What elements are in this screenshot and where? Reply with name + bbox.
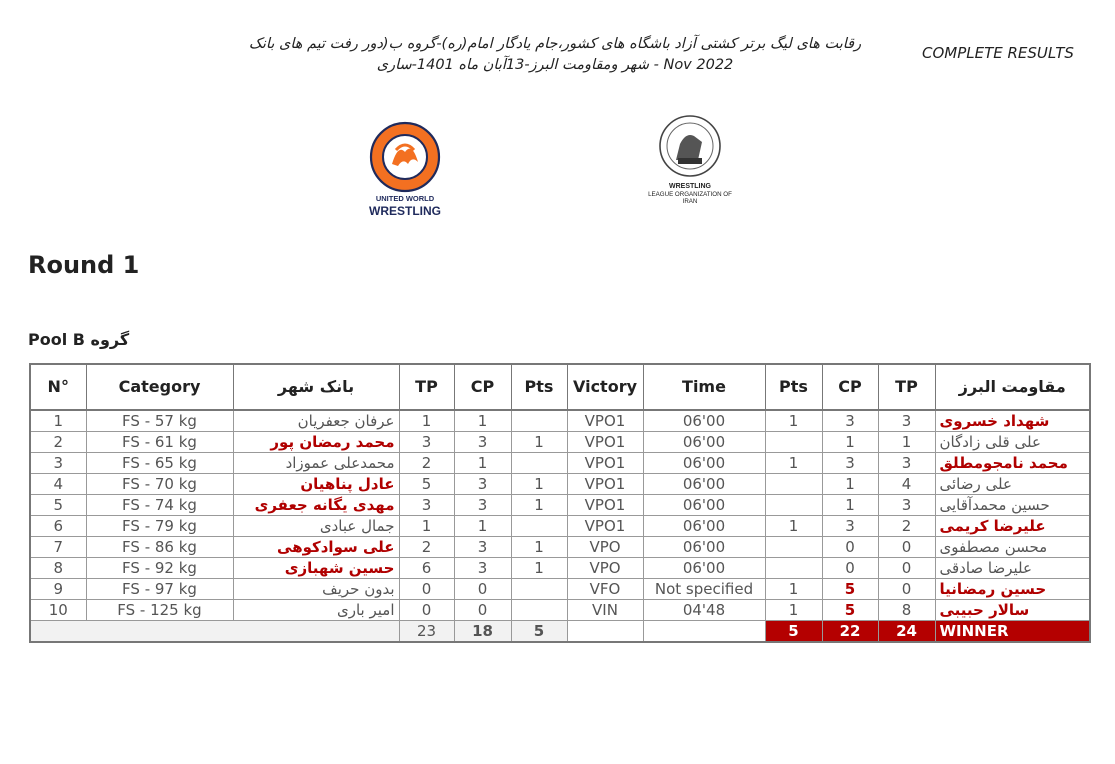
competition-title: [200, 34, 910, 76]
row-category: FS - 79 kg: [86, 516, 233, 537]
row-team-a-wrestler: علی سوادکوهی: [233, 537, 399, 558]
row-team-a-wrestler: امیر باری: [233, 600, 399, 621]
row-tp-b: 4: [878, 474, 935, 495]
row-team-b-wrestler: علی رضائی: [935, 474, 1090, 495]
row-team-b-wrestler: حسین رمضانیا: [935, 579, 1090, 600]
row-pts-b: 1: [765, 600, 822, 621]
header-tp-b: TP: [878, 364, 935, 410]
row-time: Not specified: [643, 579, 765, 600]
row-team-b-wrestler: محمد نامجومطلق: [935, 453, 1090, 474]
row-team-a-wrestler: بدون حریف: [233, 579, 399, 600]
row-pts-b: [765, 495, 822, 516]
header-team-b: مقاومت البرز: [935, 364, 1090, 410]
total-cp-a: 18: [454, 621, 511, 643]
row-team-b-wrestler: علی قلی زادگان: [935, 432, 1090, 453]
title-line-1: رقابت های لیگ برتر کشتی آزاد باشگاه های کشور،جام یادگار امام(ره)-گروه ب(دور رفت تیم های بانک: [248, 36, 862, 52]
row-pts-a: 1: [511, 558, 567, 579]
header-no: N°: [30, 364, 86, 410]
svg-text:IRAN: IRAN: [682, 198, 698, 205]
row-pts-b: [765, 537, 822, 558]
row-cp-a: 3: [454, 432, 511, 453]
row-cp-b: 3: [822, 410, 878, 432]
row-number: 6: [30, 516, 86, 537]
svg-text:WRESTLING: WRESTLING: [669, 183, 711, 190]
header-pts-a: Pts: [511, 364, 567, 410]
row-category: FS - 125 kg: [86, 600, 233, 621]
row-time: 06'00: [643, 516, 765, 537]
row-tp-b: 8: [878, 600, 935, 621]
total-pts-b: 5: [765, 621, 822, 643]
table-row: [30, 410, 1090, 432]
table-row: [30, 495, 1090, 516]
row-pts-a: [511, 516, 567, 537]
row-time: 06'00: [643, 453, 765, 474]
row-victory: VPO1: [567, 516, 643, 537]
row-pts-a: [511, 453, 567, 474]
row-time: 06'00: [643, 474, 765, 495]
row-victory: VPO1: [567, 453, 643, 474]
table-header-row: [30, 364, 1090, 410]
row-tp-a: 3: [399, 495, 454, 516]
row-number: 3: [30, 453, 86, 474]
row-cp-b: 5: [822, 579, 878, 600]
row-pts-a: 1: [511, 432, 567, 453]
row-cp-b: 1: [822, 495, 878, 516]
row-tp-a: 0: [399, 579, 454, 600]
row-tp-b: 0: [878, 558, 935, 579]
row-team-a-wrestler: جمال عبادی: [233, 516, 399, 537]
table-row: [30, 579, 1090, 600]
row-tp-a: 2: [399, 537, 454, 558]
row-tp-b: 0: [878, 537, 935, 558]
row-tp-a: 1: [399, 410, 454, 432]
row-cp-b: 1: [822, 432, 878, 453]
total-pts-a: 5: [511, 621, 567, 643]
row-pts-a: 1: [511, 495, 567, 516]
row-time: 06'00: [643, 558, 765, 579]
row-category: FS - 65 kg: [86, 453, 233, 474]
row-cp-b: 0: [822, 558, 878, 579]
row-pts-b: 1: [765, 453, 822, 474]
table-row: [30, 537, 1090, 558]
row-victory: VPO1: [567, 495, 643, 516]
row-category: FS - 57 kg: [86, 410, 233, 432]
row-cp-a: 3: [454, 495, 511, 516]
row-cp-a: 1: [454, 453, 511, 474]
total-tp-a: 23: [399, 621, 454, 643]
title-line-2: Nov 2022 - شهر ومقاومت البرز-13آبان ماه 1401-ساری: [376, 57, 734, 73]
totals-spacer: [30, 621, 399, 643]
total-cp-b: 22: [822, 621, 878, 643]
row-time: 06'00: [643, 495, 765, 516]
header-pts-b: Pts: [765, 364, 822, 410]
row-team-a-wrestler: حسین شهبازی: [233, 558, 399, 579]
row-team-b-wrestler: محسن مصطفوی: [935, 537, 1090, 558]
row-number: 1: [30, 410, 86, 432]
header-cp-b: CP: [822, 364, 878, 410]
row-tp-b: 3: [878, 495, 935, 516]
row-cp-b: 5: [822, 600, 878, 621]
row-pts-a: [511, 410, 567, 432]
row-tp-a: 0: [399, 600, 454, 621]
table-row: [30, 432, 1090, 453]
row-victory: VPO: [567, 558, 643, 579]
row-cp-a: 0: [454, 600, 511, 621]
table-row: [30, 558, 1090, 579]
header-category: Category: [86, 364, 233, 410]
row-team-a-wrestler: محمد رمضان پور: [233, 432, 399, 453]
row-pts-a: [511, 600, 567, 621]
svg-text:UNITED WORLD: UNITED WORLD: [375, 194, 435, 203]
row-pts-b: [765, 474, 822, 495]
row-category: FS - 74 kg: [86, 495, 233, 516]
row-category: FS - 86 kg: [86, 537, 233, 558]
row-cp-a: 1: [454, 410, 511, 432]
row-category: FS - 92 kg: [86, 558, 233, 579]
row-cp-b: 0: [822, 537, 878, 558]
totals-blank-time: [643, 621, 765, 643]
row-category: FS - 61 kg: [86, 432, 233, 453]
table-row: [30, 453, 1090, 474]
row-team-a-wrestler: مهدی یگانه جعفری: [233, 495, 399, 516]
row-victory: VIN: [567, 600, 643, 621]
uww-logo: [368, 120, 442, 220]
total-tp-b: 24: [878, 621, 935, 643]
row-tp-a: 5: [399, 474, 454, 495]
row-team-a-wrestler: عادل پناهیان: [233, 474, 399, 495]
row-time: 06'00: [643, 537, 765, 558]
row-team-b-wrestler: علیرضا صادقی: [935, 558, 1090, 579]
header-team-a: بانک شهر: [233, 364, 399, 410]
header-victory: Victory: [567, 364, 643, 410]
row-victory: VPO1: [567, 432, 643, 453]
row-number: 4: [30, 474, 86, 495]
row-cp-a: 3: [454, 558, 511, 579]
row-category: FS - 97 kg: [86, 579, 233, 600]
row-number: 8: [30, 558, 86, 579]
row-team-a-wrestler: محمدعلی عموزاد: [233, 453, 399, 474]
row-pts-a: 1: [511, 474, 567, 495]
row-tp-b: 3: [878, 453, 935, 474]
row-tp-a: 3: [399, 432, 454, 453]
row-tp-b: 0: [878, 579, 935, 600]
row-time: 06'00: [643, 432, 765, 453]
row-tp-a: 2: [399, 453, 454, 474]
row-team-b-wrestler: حسین محمدآقایی: [935, 495, 1090, 516]
row-pts-b: 1: [765, 410, 822, 432]
pool-title: Pool B گروه: [28, 330, 130, 349]
complete-results-label: COMPLETE RESULTS: [922, 44, 1074, 62]
header-cp-a: CP: [454, 364, 511, 410]
row-cp-b: 3: [822, 453, 878, 474]
row-team-b-wrestler: علیرضا کریمی: [935, 516, 1090, 537]
row-tp-b: 2: [878, 516, 935, 537]
row-pts-b: [765, 432, 822, 453]
row-cp-a: 3: [454, 474, 511, 495]
row-pts-a: [511, 579, 567, 600]
row-cp-b: 1: [822, 474, 878, 495]
row-cp-a: 0: [454, 579, 511, 600]
row-tp-a: 6: [399, 558, 454, 579]
row-team-a-wrestler: عرفان جعفریان: [233, 410, 399, 432]
row-victory: VPO: [567, 537, 643, 558]
table-row: [30, 516, 1090, 537]
row-team-b-wrestler: شهداد خسروی: [935, 410, 1090, 432]
table-row: [30, 600, 1090, 621]
row-cp-a: 1: [454, 516, 511, 537]
row-time: 04'48: [643, 600, 765, 621]
row-pts-b: 1: [765, 516, 822, 537]
row-number: 9: [30, 579, 86, 600]
row-victory: VFO: [567, 579, 643, 600]
row-tp-b: 3: [878, 410, 935, 432]
row-time: 06'00: [643, 410, 765, 432]
row-number: 2: [30, 432, 86, 453]
winner-label: WINNER: [935, 621, 1090, 643]
row-tp-b: 1: [878, 432, 935, 453]
row-pts-b: 1: [765, 579, 822, 600]
row-number: 7: [30, 537, 86, 558]
wrestling-league-iran-logo: [640, 114, 740, 208]
row-number: 10: [30, 600, 86, 621]
totals-row: [30, 621, 1090, 643]
totals-blank-victory: [567, 621, 643, 643]
header-tp-a: TP: [399, 364, 454, 410]
results-table: [29, 363, 1091, 643]
row-cp-a: 3: [454, 537, 511, 558]
row-tp-a: 1: [399, 516, 454, 537]
header-time: Time: [643, 364, 765, 410]
row-victory: VPO1: [567, 410, 643, 432]
row-team-b-wrestler: سالار حبیبی: [935, 600, 1090, 621]
svg-text:WRESTLING: WRESTLING: [369, 204, 441, 218]
row-pts-b: [765, 558, 822, 579]
round-title: Round 1: [28, 251, 140, 279]
table-row: [30, 474, 1090, 495]
row-victory: VPO1: [567, 474, 643, 495]
row-pts-a: 1: [511, 537, 567, 558]
row-category: FS - 70 kg: [86, 474, 233, 495]
row-number: 5: [30, 495, 86, 516]
row-cp-b: 3: [822, 516, 878, 537]
svg-text:LEAGUE ORGANIZATION OF: LEAGUE ORGANIZATION OF: [648, 191, 732, 198]
